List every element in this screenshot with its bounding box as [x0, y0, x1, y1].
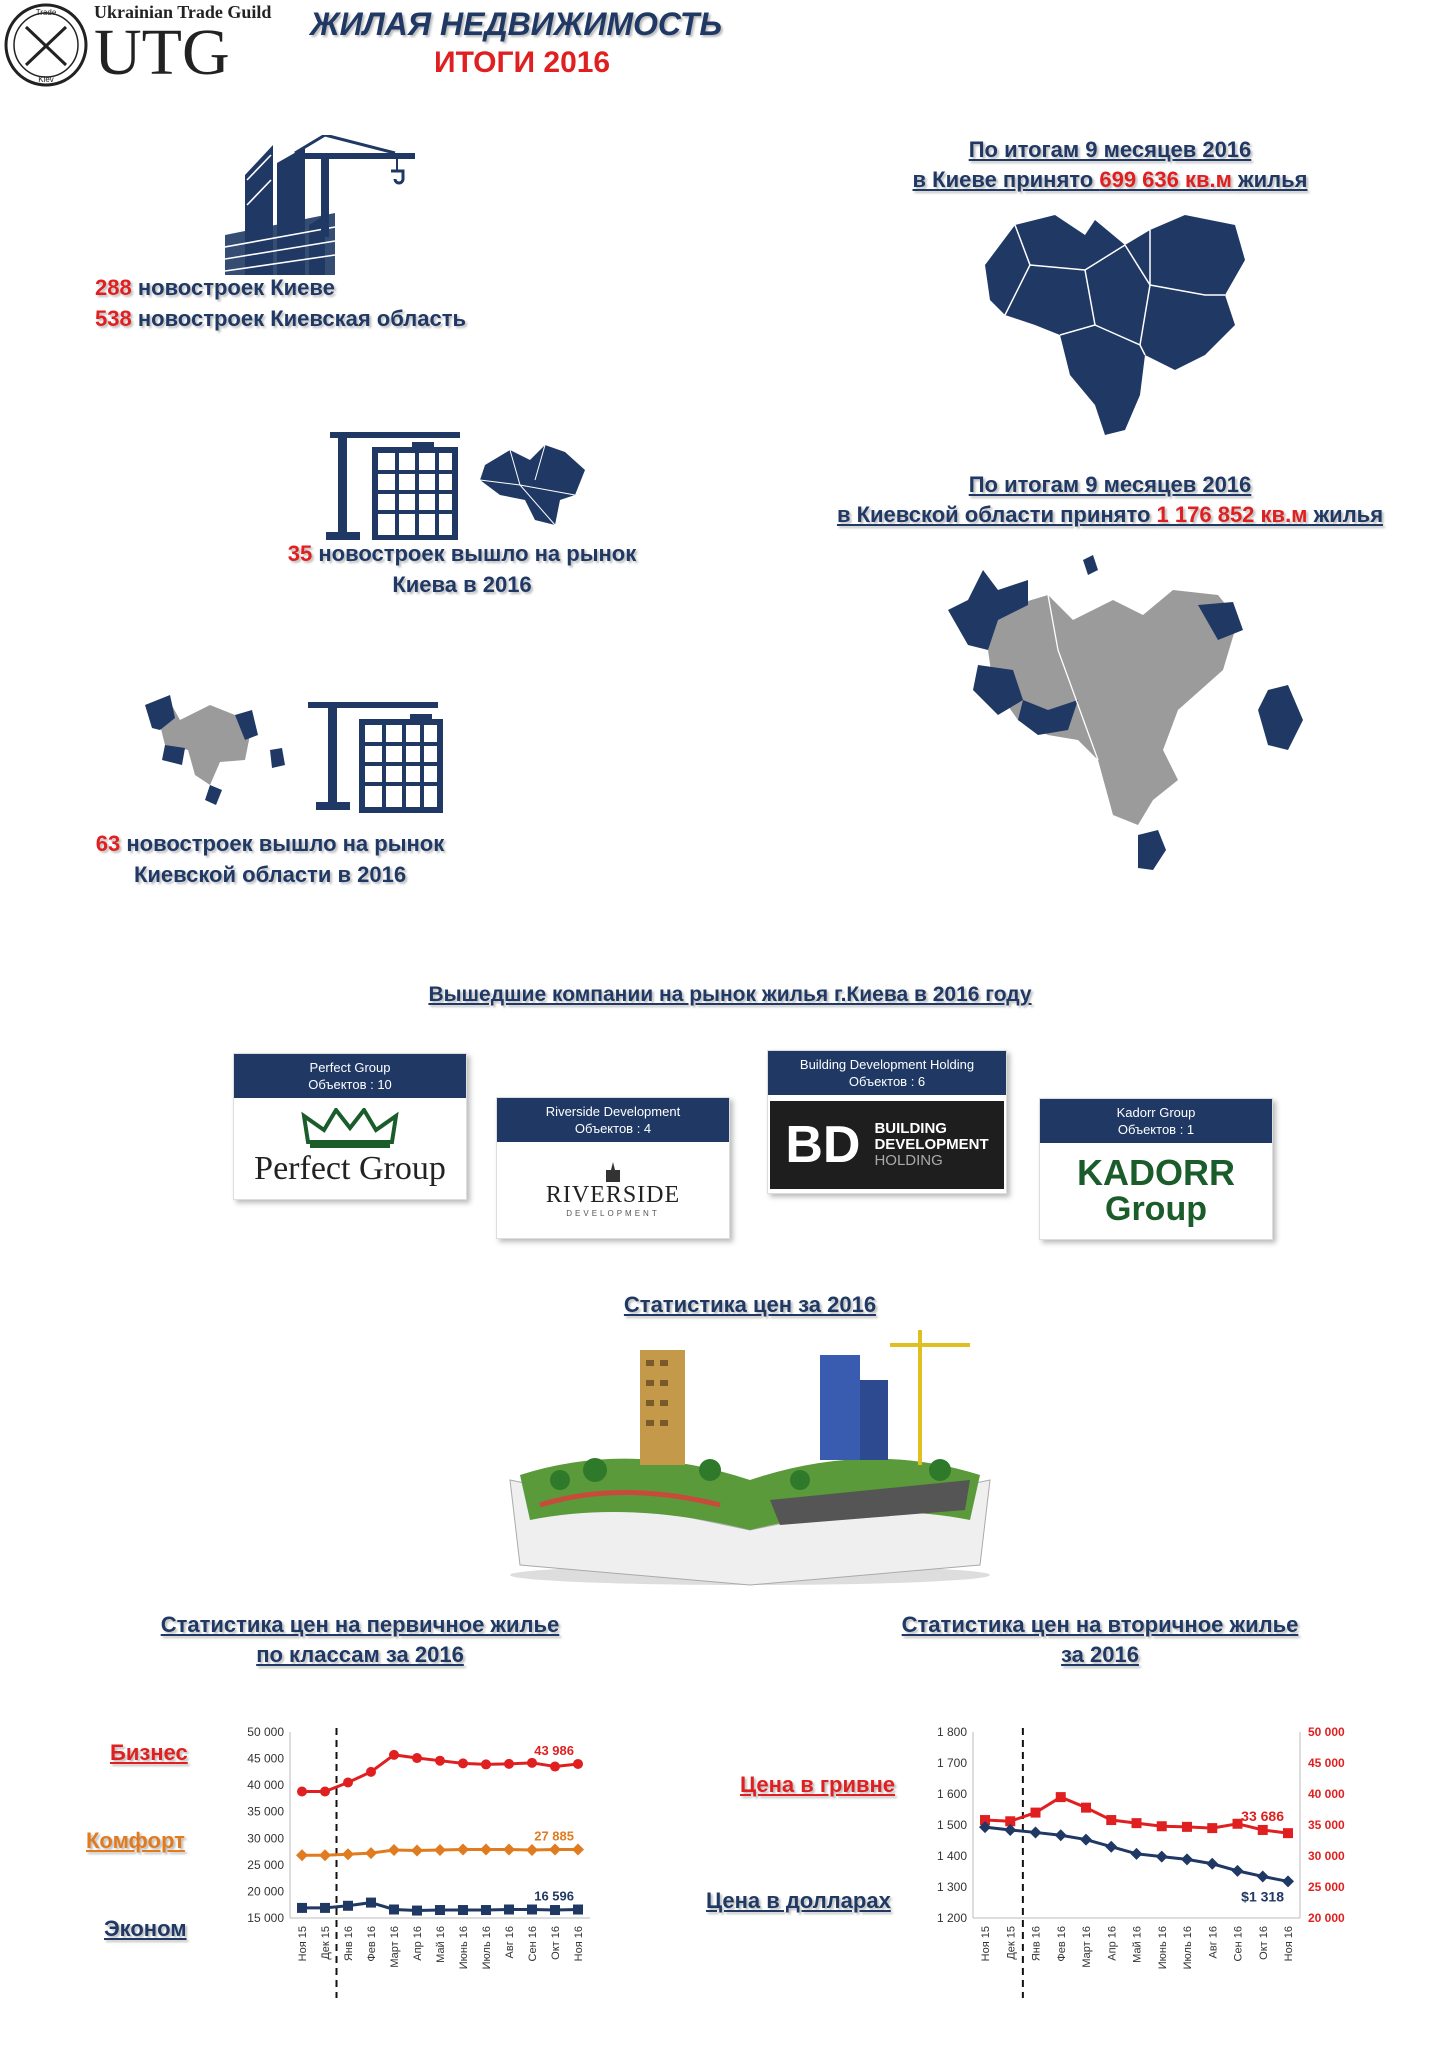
y-left-tick-label: 1 500	[936, 1818, 967, 1832]
company-card-header	[768, 1051, 1006, 1095]
y-tick-label: 45 000	[247, 1751, 284, 1766]
data-point	[573, 1905, 583, 1915]
data-point	[1056, 1792, 1066, 1802]
data-point	[296, 1849, 308, 1861]
y-tick-label: 30 000	[247, 1831, 284, 1846]
data-point	[1055, 1829, 1067, 1841]
end-value-label: 33 686	[1241, 1808, 1284, 1825]
secondary-price-chart	[915, 1720, 1365, 2020]
x-tick-label: Апр 16	[412, 1926, 424, 1961]
region-market-stat	[60, 828, 480, 890]
x-tick-label: Март 16	[1081, 1926, 1093, 1968]
y-right-tick-label: 35 000	[1308, 1818, 1345, 1832]
region-mini-map	[140, 690, 295, 810]
data-point	[412, 1753, 422, 1763]
data-point	[1080, 1834, 1092, 1846]
x-tick-label: Март 16	[389, 1926, 401, 1968]
y-left-tick-label: 1 700	[936, 1756, 967, 1770]
perfect-group-logo	[234, 1098, 466, 1198]
region-accepted-value: 1 176 852 кв.м	[1156, 502, 1308, 527]
bdh-line-3: HOLDING	[874, 1152, 943, 1169]
company-objects: Объектов : 4	[574, 1121, 652, 1136]
x-tick-label: Окт 16	[550, 1926, 562, 1960]
kyiv-accepted-line1: По итогам 9 месяцев 2016	[968, 137, 1252, 162]
x-tick-label: Апр 16	[1106, 1926, 1119, 1961]
primary-price-chart	[230, 1720, 610, 2020]
bdh-logo	[770, 1101, 1004, 1189]
legend-economy: Эконом	[104, 1916, 187, 1941]
y-tick-label: 35 000	[247, 1804, 284, 1819]
x-tick-label: Ноя 15	[980, 1926, 992, 1962]
data-point	[366, 1767, 376, 1777]
riverside-tower-icon	[598, 1162, 628, 1182]
data-point	[481, 1759, 491, 1769]
riverside-logo	[497, 1142, 729, 1237]
x-tick-label: Дек 15	[320, 1926, 332, 1960]
data-point	[1282, 1875, 1294, 1887]
primary-chart-title-2: по классам за 2016	[256, 1642, 464, 1667]
y-right-tick-label: 30 000	[1308, 1849, 1345, 1863]
companies-title: Вышедшие компании на рынок жилья г.Киева в 2016 году	[428, 983, 1032, 1006]
data-point	[503, 1843, 515, 1855]
region-accepted-post: жилья	[1307, 502, 1384, 527]
data-point	[526, 1844, 538, 1856]
end-value-label: 43 986	[534, 1742, 574, 1758]
x-tick-label: Июль 16	[481, 1926, 493, 1970]
kyiv-accepted-text	[850, 135, 1370, 195]
kyiv-market-label-1: новостроек вышло на рынок	[318, 541, 637, 566]
company-card-bdh[interactable]	[767, 1050, 1007, 1194]
kadorr-logo	[1040, 1143, 1272, 1238]
x-tick-label: Окт 16	[1257, 1926, 1270, 1960]
data-point	[481, 1905, 491, 1915]
crown-icon	[300, 1108, 400, 1150]
data-point	[1031, 1808, 1041, 1818]
x-tick-label: Янв 16	[343, 1926, 355, 1962]
data-point	[435, 1756, 445, 1766]
data-point	[411, 1845, 423, 1857]
riverside-wordmark: RIVERSIDE	[545, 1181, 681, 1208]
data-point	[366, 1898, 376, 1908]
riverside-subword: DEVELOPMENT	[566, 1208, 660, 1218]
y-right-tick-label: 40 000	[1308, 1787, 1345, 1801]
data-point	[1132, 1818, 1142, 1828]
data-point	[1157, 1821, 1167, 1831]
company-name: Perfect Group	[309, 1060, 391, 1075]
data-point	[1181, 1853, 1193, 1865]
data-point	[388, 1844, 400, 1856]
data-point	[458, 1758, 468, 1768]
x-tick-label: Ноя 15	[297, 1926, 309, 1962]
x-tick-label: Авг 16	[1207, 1926, 1220, 1959]
city-book-illustration	[500, 1330, 1000, 1590]
perfect-group-wordmark: Perfect Group	[254, 1150, 446, 1187]
secondary-chart-title	[860, 1610, 1340, 1670]
kyiv-region-map	[938, 550, 1318, 890]
data-point	[1258, 1825, 1268, 1835]
y-right-tick-label: 50 000	[1308, 1725, 1345, 1739]
kadorr-wordmark: KADORR	[1077, 1151, 1235, 1193]
region-new-count: 538	[95, 306, 132, 331]
data-point	[527, 1904, 537, 1914]
x-tick-label: Авг 16	[504, 1926, 516, 1959]
company-objects: Объектов : 10	[308, 1077, 392, 1092]
data-point	[1081, 1803, 1091, 1813]
data-point	[297, 1787, 307, 1797]
x-tick-label: Ноя 16	[1283, 1926, 1295, 1962]
kyiv-new-stat	[95, 272, 466, 334]
data-point	[1106, 1815, 1116, 1825]
company-card-header	[234, 1054, 466, 1098]
data-point	[458, 1905, 468, 1915]
legend-usd: Цена в долларах	[706, 1888, 891, 1913]
y-left-tick-label: 1 600	[936, 1787, 967, 1801]
end-value-label: $1 318	[1241, 1888, 1284, 1905]
x-tick-label: Фев 16	[1055, 1926, 1068, 1962]
legend-uah: Цена в гривне	[740, 1772, 896, 1797]
y-tick-label: 40 000	[247, 1778, 284, 1793]
y-left-tick-label: 1 400	[936, 1849, 967, 1863]
y-tick-label: 25 000	[247, 1857, 284, 1872]
data-point	[1156, 1851, 1168, 1863]
data-point	[572, 1844, 584, 1856]
company-card-header	[1040, 1099, 1272, 1143]
data-point	[1105, 1841, 1117, 1853]
data-point	[1257, 1870, 1269, 1882]
kyiv-accepted-pre: в Киеве принято	[912, 167, 1100, 192]
data-point	[504, 1759, 514, 1769]
data-point	[550, 1905, 560, 1915]
legend-comfort: Комфорт	[86, 1828, 185, 1853]
svg-text:Trade: Trade	[35, 8, 57, 17]
kyiv-district-map	[975, 205, 1250, 440]
data-point	[319, 1849, 331, 1861]
y-tick-label: 50 000	[247, 1725, 284, 1739]
kyiv-new-count: 288	[95, 275, 132, 300]
primary-chart-title	[110, 1610, 610, 1670]
x-tick-label: Янв 16	[1030, 1926, 1043, 1962]
x-tick-label: Июнь 16	[458, 1926, 470, 1970]
data-point	[320, 1903, 330, 1913]
kyiv-market-stat	[262, 538, 662, 600]
data-point	[389, 1904, 399, 1914]
data-point	[389, 1750, 399, 1760]
y-left-tick-label: 1 800	[936, 1725, 967, 1739]
data-point	[343, 1901, 353, 1911]
region-market-label-1: новостроек вышло на рынок	[126, 831, 445, 856]
bdh-line-1: BUILDING	[874, 1120, 947, 1137]
company-card-riverside[interactable]	[496, 1097, 730, 1239]
data-point	[1182, 1822, 1192, 1832]
kyiv-market-label-2: Киева в 2016	[392, 572, 532, 597]
region-market-count: 63	[95, 831, 121, 856]
data-point	[297, 1903, 307, 1913]
data-point	[457, 1843, 469, 1855]
x-tick-label: Сен 16	[527, 1926, 539, 1962]
data-point	[1283, 1828, 1293, 1838]
page-title: ЖИЛАЯ НЕДВИЖИМОСТЬ	[310, 6, 723, 42]
guild-name: Ukrainian Trade Guild	[94, 2, 272, 22]
region-accepted-line1: По итогам 9 месяцев 2016	[968, 472, 1252, 497]
secondary-chart-title-1: Статистика цен на вторичное жилье	[901, 1612, 1299, 1637]
utg-logo	[2, 2, 292, 88]
data-point	[320, 1787, 330, 1797]
data-point	[1206, 1858, 1218, 1870]
company-name: Kadorr Group	[1116, 1105, 1196, 1120]
kyiv-accepted-post: жилья	[1231, 167, 1308, 192]
skyscraper-crane-icon	[225, 135, 415, 280]
data-point	[412, 1906, 422, 1916]
x-tick-label: Фев 16	[366, 1926, 378, 1962]
price-section-title: Статистика цен за 2016	[623, 1292, 877, 1317]
guild-abbr: UTG	[94, 16, 230, 89]
page-subtitle: ИТОГИ 2016	[434, 46, 611, 79]
company-objects: Объектов : 1	[1117, 1122, 1195, 1137]
company-card-perfect-group[interactable]	[233, 1053, 467, 1200]
end-value-label: 27 885	[534, 1828, 574, 1844]
data-point	[435, 1905, 445, 1915]
region-new-label: новостроек Киевская область	[137, 306, 467, 331]
data-point	[1131, 1848, 1143, 1860]
y-right-tick-label: 45 000	[1308, 1756, 1345, 1770]
bdh-mark: BD	[785, 1116, 861, 1174]
data-point	[573, 1759, 583, 1769]
kyiv-accepted-value: 699 636 кв.м	[1099, 167, 1232, 192]
x-tick-label: Ноя 16	[573, 1926, 585, 1962]
data-point	[550, 1762, 560, 1772]
data-point	[549, 1843, 561, 1855]
x-tick-label: Дек 15	[1005, 1926, 1018, 1960]
data-point	[527, 1758, 537, 1768]
kyiv-mini-map	[475, 440, 590, 530]
company-objects: Объектов : 6	[848, 1074, 926, 1089]
guild-seal-icon	[2, 2, 90, 88]
bdh-line-2: DEVELOPMENT	[874, 1136, 989, 1153]
data-point	[480, 1843, 492, 1855]
data-point	[343, 1777, 353, 1787]
data-point	[1030, 1826, 1042, 1838]
company-name: Riverside Development	[545, 1104, 681, 1119]
kadorr-subword: Group	[1105, 1189, 1207, 1228]
y-left-tick-label: 1 200	[936, 1911, 967, 1925]
data-point	[365, 1847, 377, 1859]
y-right-tick-label: 20 000	[1308, 1911, 1345, 1925]
y-tick-label: 15 000	[247, 1911, 284, 1925]
data-point	[434, 1844, 446, 1856]
data-point	[504, 1904, 514, 1914]
region-accepted-pre: в Киевской области принято	[836, 502, 1157, 527]
x-tick-label: Сен 16	[1232, 1926, 1245, 1962]
x-tick-label: Июль 16	[1182, 1926, 1194, 1970]
svg-text:Kiev: Kiev	[38, 75, 54, 84]
company-card-kadorr[interactable]	[1039, 1098, 1273, 1240]
legend-business: Бизнес	[110, 1740, 188, 1765]
kyiv-market-count: 35	[287, 541, 313, 566]
kyiv-new-label: новостроек Киеве	[137, 275, 335, 300]
company-card-header	[497, 1098, 729, 1142]
region-accepted-text	[780, 470, 1440, 530]
company-name: Building Development Holding	[799, 1057, 975, 1072]
primary-chart-title-1: Статистика цен на первичное жилье	[160, 1612, 560, 1637]
region-market-label-2: Киевской области в 2016	[133, 862, 407, 887]
data-point	[342, 1848, 354, 1860]
y-right-tick-label: 25 000	[1308, 1880, 1345, 1894]
x-tick-label: Май 16	[435, 1926, 447, 1963]
region-crane-building-icon	[300, 688, 445, 813]
x-tick-label: Июнь 16	[1156, 1926, 1169, 1970]
data-point	[1207, 1823, 1217, 1833]
crane-building-icon	[320, 420, 460, 540]
secondary-chart-title-2: за 2016	[1061, 1642, 1139, 1667]
data-point	[1232, 1865, 1244, 1877]
end-value-label: 16 596	[534, 1888, 574, 1904]
x-tick-label: Май 16	[1131, 1926, 1144, 1963]
y-tick-label: 20 000	[247, 1884, 284, 1899]
y-left-tick-label: 1 300	[936, 1880, 967, 1894]
